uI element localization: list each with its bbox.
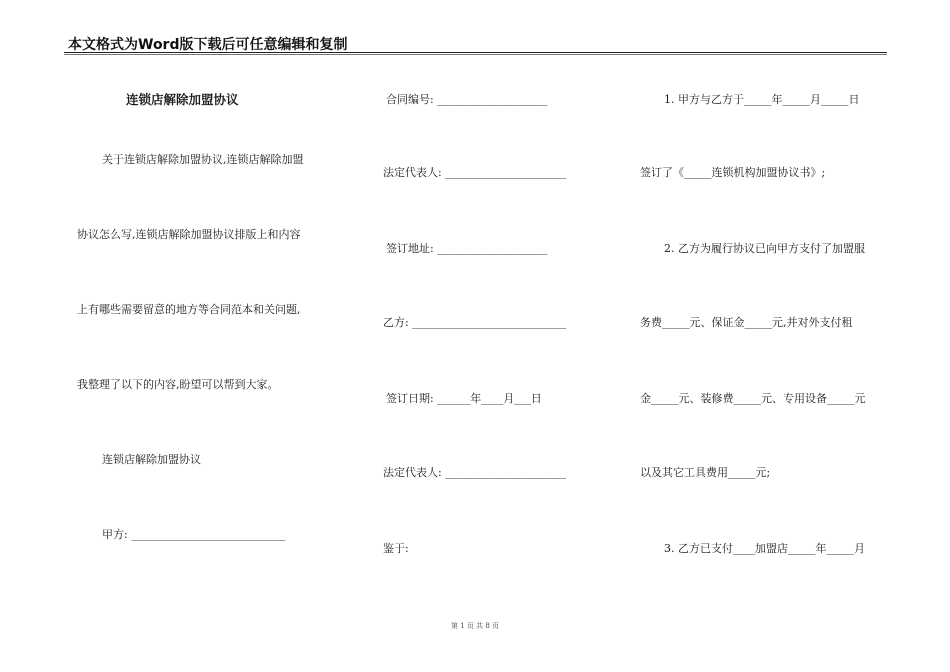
header-divider (64, 52, 887, 53)
paragraph-line: 上有哪些需要留意的地方等合同范本和关问题, (77, 303, 301, 316)
page-number: 第 1 页 共 8 页 (450, 622, 500, 630)
clause-line: 以及其它工具费用_____元; (640, 466, 771, 479)
party-b-field: 乙方: ____________________________ (383, 316, 567, 329)
signing-address-field: 签订地址: ____________________ (386, 242, 548, 255)
header-divider-secondary (64, 54, 887, 55)
clause-line: 金_____元、装修费_____元、专用设备_____元 (640, 392, 866, 405)
party-a-field: 甲方: ____________________________ (102, 528, 286, 541)
signing-date-field: 签订日期: ______年____月___日 (386, 392, 542, 405)
clause-line: 3. 乙方已支付____加盟店_____年_____月 (664, 542, 865, 555)
header-title: 本文格式为Word版下载后可任意编辑和复制 (68, 37, 348, 53)
contract-number-field: 合同编号: ____________________ (386, 93, 548, 106)
whereas-label: 鉴于: (383, 542, 409, 555)
document-title: 连锁店解除加盟协议 (126, 92, 239, 107)
paragraph-line: 我整理了以下的内容,盼望可以帮到大家。 (77, 378, 279, 391)
clause-line: 2. 乙方为履行协议已向甲方支付了加盟服 (664, 242, 865, 255)
clause-line: 签订了《_____连锁机构加盟协议书》; (640, 166, 826, 179)
legal-representative-field: 法定代表人: ______________________ (383, 166, 567, 179)
clause-line: 务费_____元、保证金_____元,并对外支付租 (640, 316, 853, 329)
legal-representative-field-2: 法定代表人: ______________________ (383, 466, 567, 479)
clause-line: 1. 甲方与乙方于_____年_____月_____日 (664, 93, 860, 106)
paragraph-line: 协议怎么写,连锁店解除加盟协议排版上和内容 (77, 228, 301, 241)
section-heading: 连锁店解除加盟协议 (102, 453, 201, 466)
paragraph-line: 关于连锁店解除加盟协议,连锁店解除加盟 (102, 153, 304, 166)
